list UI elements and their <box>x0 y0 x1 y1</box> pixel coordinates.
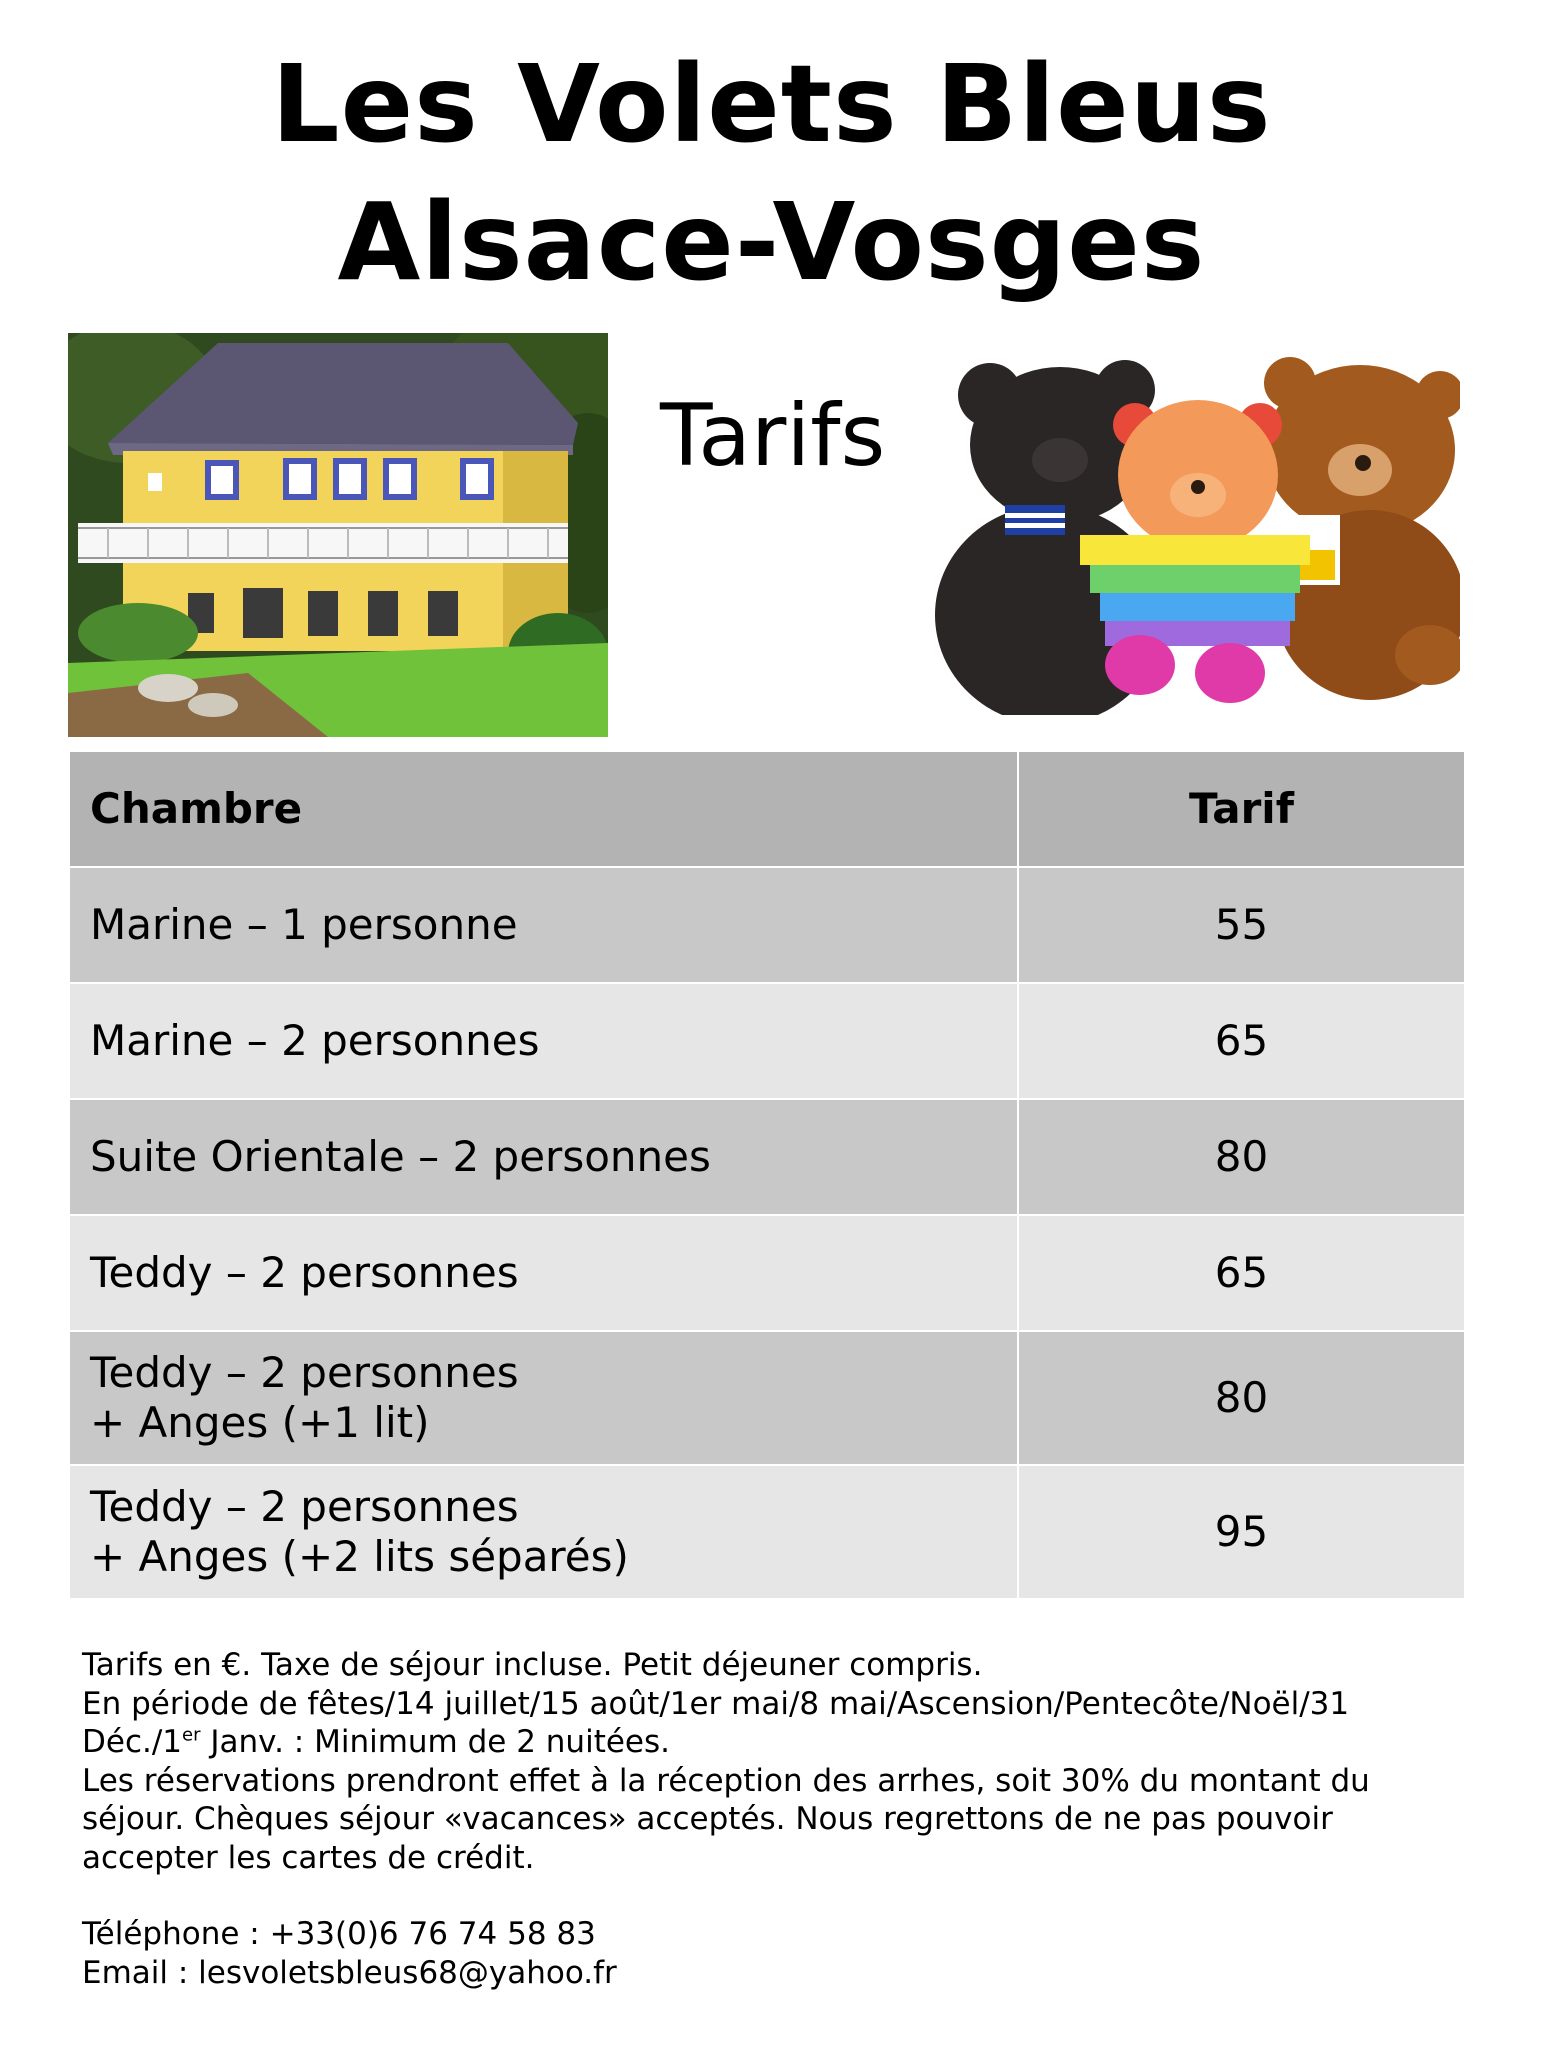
room-price: 65 <box>1018 983 1464 1099</box>
house-photo <box>68 333 608 737</box>
note-line: Tarifs en €. Taxe de séjour incluse. Petit déjeuner compris. <box>82 1647 983 1683</box>
room-name-line-1: Marine – 1 personne <box>90 900 518 949</box>
note-text: Janv. : Minimum de 2 nuitées. <box>200 1724 670 1760</box>
spacer <box>82 1877 1482 1915</box>
notes-section <box>82 1646 1482 1992</box>
room-name-line-1: Teddy – 2 personnes <box>90 1482 519 1531</box>
header-tarif: Tarif <box>1018 752 1464 867</box>
room-name-line-2: + Anges (+1 lit) <box>90 1398 430 1447</box>
room-price: 95 <box>1018 1465 1464 1599</box>
table-row <box>70 1215 1464 1331</box>
table-row <box>70 867 1464 983</box>
room-price: 80 <box>1018 1331 1464 1465</box>
room-name-line-2: + Anges (+2 lits séparés) <box>90 1532 629 1581</box>
room-name-line-1: Marine – 2 personnes <box>90 1016 540 1065</box>
table-row <box>70 1099 1464 1215</box>
room-name-line-1: Teddy – 2 personnes <box>90 1248 519 1297</box>
note-line: En période de fêtes/14 juillet/15 août/1er mai/8 mai/Ascension/Pentecôte/Noël/31 <box>82 1685 1350 1722</box>
note-line: Les réservations prendront effet à la réception des arrhes, soit 30% du montant du <box>82 1762 1370 1799</box>
room-name <box>70 1215 1018 1331</box>
title-line-2: Alsace-Vosges <box>337 181 1206 305</box>
note-line: accepter les cartes de crédit. <box>82 1839 535 1876</box>
room-name-line-1: Suite Orientale – 2 personnes <box>90 1132 711 1181</box>
room-name <box>70 983 1018 1099</box>
note-line <box>82 1723 1482 1762</box>
table-row <box>70 1331 1464 1465</box>
subtitle: Tarifs <box>660 386 886 486</box>
room-name-line-1: Teddy – 2 personnes <box>90 1348 519 1397</box>
room-price: 55 <box>1018 867 1464 983</box>
rates-table <box>70 752 1464 1600</box>
room-name <box>70 1331 1018 1465</box>
teddy-bears-photo <box>930 355 1460 715</box>
table-row <box>70 983 1464 1099</box>
page-title <box>0 36 1543 312</box>
room-name <box>70 1099 1018 1215</box>
note-text: Déc./1 <box>82 1724 183 1760</box>
room-price: 80 <box>1018 1099 1464 1215</box>
header-chambre: Chambre <box>70 752 1018 867</box>
room-name <box>70 867 1018 983</box>
table-header-row <box>70 752 1464 867</box>
phone-line: Téléphone : +33(0)6 76 74 58 83 <box>82 1916 596 1952</box>
note-line: séjour. Chèques séjour «vacances» acceptés. Nous regrettons de ne pas pouvoir <box>82 1801 1333 1837</box>
room-price: 65 <box>1018 1215 1464 1331</box>
email-line: Email : lesvoletsbleus68@yahoo.fr <box>82 1954 617 1991</box>
title-line-1: Les Volets Bleus <box>271 43 1272 167</box>
table-row <box>70 1465 1464 1599</box>
note-superscript: er <box>182 1724 201 1746</box>
room-name <box>70 1465 1018 1599</box>
